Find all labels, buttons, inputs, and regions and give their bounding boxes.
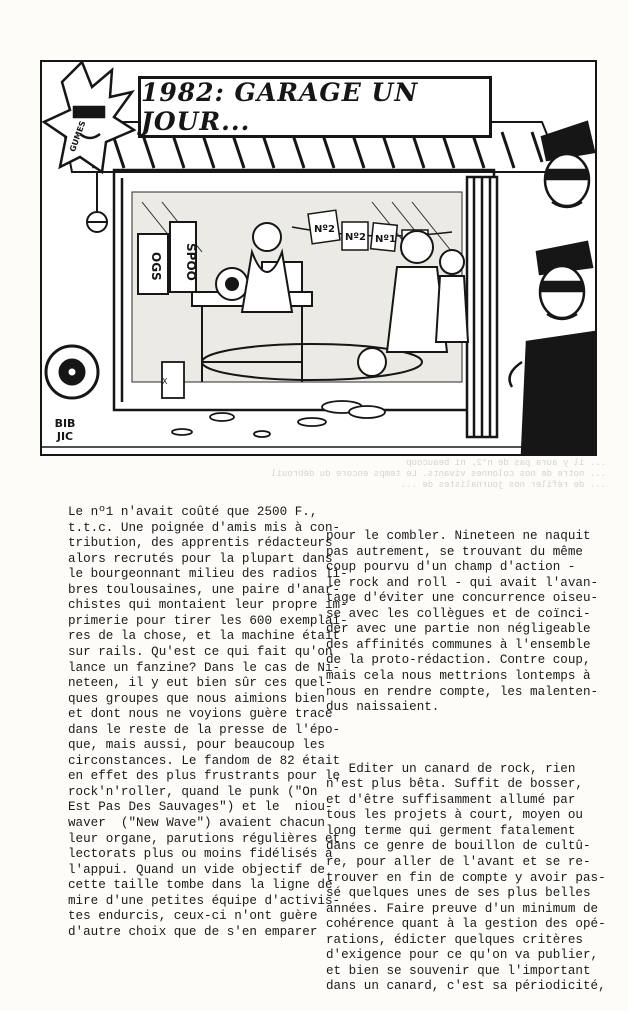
poster-text: GUMES (68, 119, 88, 154)
comic-title: 1982: GARAGE UN JOUR... (141, 78, 419, 136)
paragraph: pour le combler. Nineteen ne naquit pas autrement, se trouvant du même coup pourvu d'un champ d'action - le rock and roll - qui avait l'avan- tage d'éviter une concurrence oiseu- se avec les collègues et de coïnci- der avec une partie non négligeable des affinités communes à l'ensemble de la proto-rédaction. Contre coup, mais cela nous mettrions lontemps à nous en rendre compte, les malenten- dus naissaient. (326, 529, 599, 715)
title-banner (138, 76, 492, 138)
tire (46, 346, 98, 398)
article-column-left (68, 474, 348, 956)
wall-sign: OGS (149, 252, 163, 281)
tag-label-2: Nº2 (345, 232, 366, 243)
artist-signature (45, 417, 85, 451)
wall-sign-2: SPOO (184, 243, 198, 281)
bleed-through-text: ... il y aura pas de n°2, ni beaucoup ... notre de nos colonnes vivants. Le temps encore du débrouil ... de réfiler nos journalistes de ... (271, 458, 606, 490)
tag-label-3: Nº1 (375, 234, 396, 245)
signature-line-1: BIB (54, 417, 76, 430)
comic-illustration (40, 60, 597, 456)
signature-line-2: JIC (56, 430, 74, 443)
article-column-right (326, 498, 606, 1011)
paragraph: Editer un canard de rock, rien n'est plus bêta. Suffit de bosser, et d'être suffisamment allumé par tous les projets à court, moyen ou long terme qui germent fatalement dans ce genre de bouillon de cultû- re, pour aller de l'avant et se re- trouver en fin de compte y avoir pas- sé quelques unes de ses plus belles années. Faire preuve d'un minimum de cohérence quant à la gestion des opé- rations, édicter quelques critères d'exigence pour ce qu'on va publier, et bien se souvenir que l'important dans un canard, c'est sa périodicité, (326, 761, 606, 994)
tag-label-1: Nº2 (314, 224, 335, 235)
svg-text:X: X (162, 377, 168, 386)
paragraph: Le nº1 n'avait coûté que 2500 F., t.t.c. Une poignée d'amis mis à con- tribution, des apprentis rédacteurs alors recrutés pour la plupart dans le bourgeonnant milieu des radios li- bres toulousaines, une paire d'anar- chistes qui montaient leur propre im- primerie pour tirer les 600 exemplai- res de la chose, et la machine était sur rails. Qu'est ce qui fait qu'on lance un fanzine? Dans le cas de Ni- neteen, il y eut bien sûr ces quel- ques groupes que nous aimions bien et dont nous ne voyions guère trace dans le reste de la presse de l'épo- que, mais aussi, pour beaucoup les circonstances. Le fandom de 82 était en effet des plus frustrants pour le rock'n'roller, quand le punk ("On Est Pas Des Sauvages") et le niou- waver ("New Wave") avaient chacun leur organe, parutions régulières et lectorats plus ou moins fidélisés à l'appui. Quand un vide objectif de cette taille tombe dans la ligne de mire d'une petites équipe d'activis- tes endurcis, ceux-ci n'ont guère d'autre choix que de s'en emparer (68, 505, 348, 939)
